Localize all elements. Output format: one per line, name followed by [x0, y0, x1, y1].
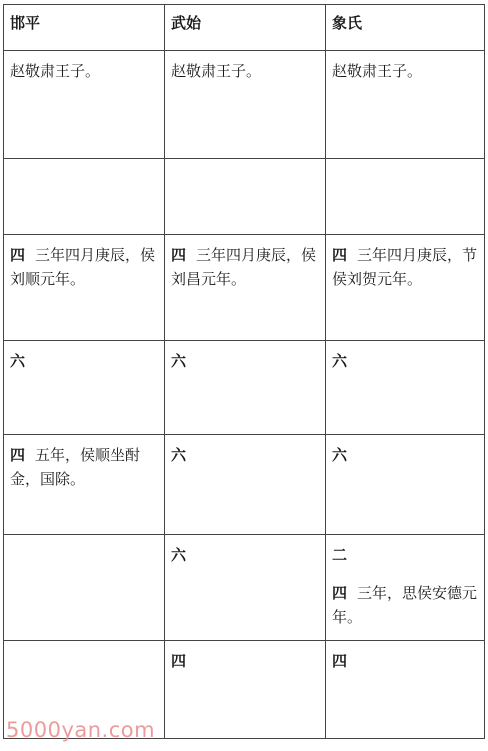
table-cell: [165, 435, 326, 535]
header-row: [4, 5, 485, 51]
genealogy-table: [3, 4, 485, 739]
reign-year-marker: 四: [10, 446, 26, 464]
table-row: [4, 535, 485, 641]
column-header: 象氏: [326, 5, 485, 51]
column-header: 邯平: [4, 5, 165, 51]
reign-year-marker: 二: [332, 546, 348, 564]
table-cell: [326, 535, 485, 641]
table-row: [4, 159, 485, 235]
table-cell: [326, 51, 485, 159]
reign-year-marker: 四: [171, 246, 187, 264]
table-cell: [165, 641, 326, 739]
cell-text: 三年四月庚辰，侯刘顺元年。: [10, 246, 156, 288]
column-header: 武始: [165, 5, 326, 51]
table-cell: [326, 641, 485, 739]
table-cell: [4, 159, 165, 235]
table-cell: [165, 341, 326, 435]
reign-year-marker: 四: [332, 584, 348, 602]
reign-year-marker: 六: [10, 352, 26, 370]
table-cell: [4, 435, 165, 535]
table-row: [4, 51, 485, 159]
reign-year-marker: 六: [332, 446, 348, 464]
reign-year-marker: 四: [332, 652, 348, 670]
site-watermark: 5000yan.com: [6, 718, 156, 742]
table-cell: [165, 535, 326, 641]
cell-text: 三年，思侯安德元年。: [332, 584, 478, 626]
table-cell: [326, 235, 485, 341]
cell-text: 三年四月庚辰，节侯刘贺元年。: [332, 246, 478, 288]
cell-text: 赵敬肃王子。: [171, 62, 262, 80]
table-cell: [326, 341, 485, 435]
cell-text: 五年，侯顺坐酎金，国除。: [10, 446, 141, 488]
table-cell: [326, 435, 485, 535]
table-cell: [165, 235, 326, 341]
reign-year-marker: 六: [171, 546, 187, 564]
cell-text: 赵敬肃王子。: [10, 62, 101, 80]
reign-year-marker: 四: [171, 652, 187, 670]
table-cell: [4, 535, 165, 641]
reign-year-marker: 六: [332, 352, 348, 370]
reign-year-marker: 四: [10, 246, 26, 264]
table-row: [4, 235, 485, 341]
table-row: [4, 341, 485, 435]
cell-text: 赵敬肃王子。: [332, 62, 423, 80]
cell-text: 三年四月庚辰，侯刘昌元年。: [171, 246, 317, 288]
table-cell: [4, 235, 165, 341]
table-cell: [4, 51, 165, 159]
table-cell: [326, 159, 485, 235]
table-row: [4, 435, 485, 535]
table-cell: [4, 341, 165, 435]
reign-year-marker: 四: [332, 246, 348, 264]
table-cell: [165, 51, 326, 159]
reign-year-marker: 六: [171, 352, 187, 370]
reign-year-marker: 六: [171, 446, 187, 464]
table-cell: [165, 159, 326, 235]
